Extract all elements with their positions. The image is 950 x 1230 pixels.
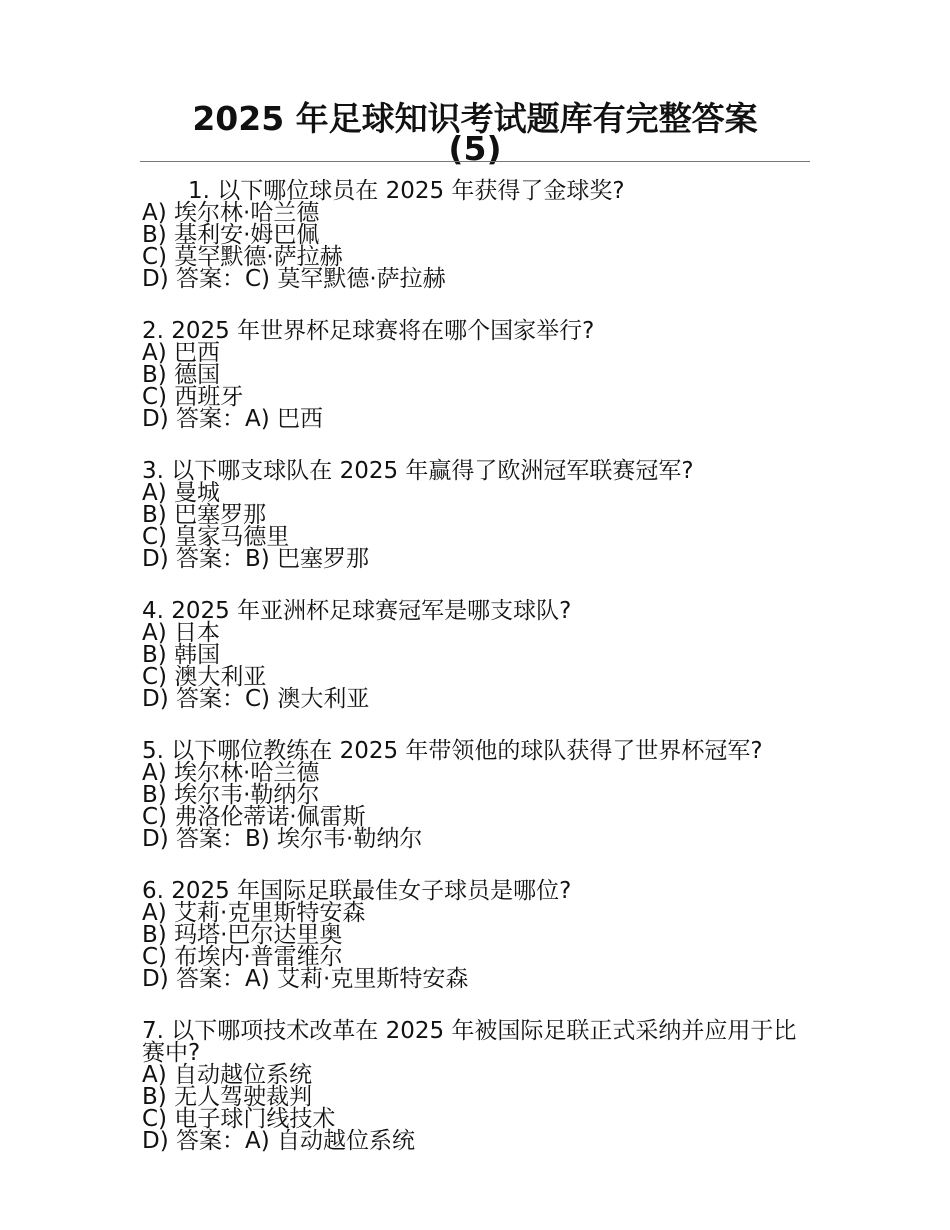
question-4 xyxy=(142,600,812,710)
question-1 xyxy=(142,180,812,290)
option-b: B) 基利安·姆巴佩 xyxy=(142,222,320,248)
option-c: C) 皇家马德里 xyxy=(142,524,290,550)
question-stem: 5. 以下哪位教练在 2025 年带领他的球队获得了世界杯冠军? xyxy=(142,738,763,764)
answer-line: D) 答案：A) 巴西 xyxy=(142,406,324,432)
option-c: C) 西班牙 xyxy=(142,384,244,410)
answer-line: D) 答案：B) 埃尔韦·勒纳尔 xyxy=(142,826,423,852)
question-3 xyxy=(142,460,812,570)
option-b: B) 韩国 xyxy=(142,642,221,668)
question-stem: 4. 2025 年亚洲杯足球赛冠军是哪支球队? xyxy=(142,598,572,624)
option-c: C) 弗洛伦蒂诺·佩雷斯 xyxy=(142,804,366,830)
option-a: A) 埃尔林·哈兰德 xyxy=(142,200,320,226)
answer-line: D) 答案：A) 艾莉·克里斯特安森 xyxy=(142,966,469,992)
question-2 xyxy=(142,320,812,430)
option-c: C) 电子球门线技术 xyxy=(142,1106,336,1132)
option-c: C) 布埃内·普雷维尔 xyxy=(142,944,343,970)
question-stem: 6. 2025 年国际足联最佳女子球员是哪位? xyxy=(142,878,572,904)
option-a: A) 艾莉·克里斯特安森 xyxy=(142,900,366,926)
option-a: A) 埃尔林·哈兰德 xyxy=(142,760,320,786)
option-c: C) 莫罕默德·萨拉赫 xyxy=(142,244,343,270)
document-title xyxy=(140,99,810,168)
option-a: A) 曼城 xyxy=(142,480,221,506)
question-stem: 2. 2025 年世界杯足球赛将在哪个国家举行? xyxy=(142,318,595,344)
question-list xyxy=(142,180,812,1182)
option-b: B) 无人驾驶裁判 xyxy=(142,1084,313,1110)
option-c: C) 澳大利亚 xyxy=(142,664,267,690)
answer-line: D) 答案：A) 自动越位系统 xyxy=(142,1128,416,1154)
option-a: A) 日本 xyxy=(142,620,221,646)
title-line-1: 2025 年足球知识考试题库有完整答案 xyxy=(192,99,758,138)
question-stem: 1. 以下哪位球员在 2025 年获得了金球奖? xyxy=(188,178,625,204)
answer-line: D) 答案：C) 莫罕默德·萨拉赫 xyxy=(142,266,446,292)
question-5 xyxy=(142,740,812,850)
title-line-2: (5) xyxy=(448,129,502,168)
question-7 xyxy=(142,1020,812,1152)
option-b: B) 巴塞罗那 xyxy=(142,502,267,528)
question-6 xyxy=(142,880,812,990)
question-stem: 3. 以下哪支球队在 2025 年赢得了欧洲冠军联赛冠军? xyxy=(142,458,694,484)
option-b: B) 玛塔·巴尔达里奥 xyxy=(142,922,343,948)
question-stem: 7. 以下哪项技术改革在 2025 年被国际足联正式采纳并应用于比赛中? xyxy=(142,1018,797,1066)
option-b: B) 埃尔韦·勒纳尔 xyxy=(142,782,320,808)
option-a: A) 巴西 xyxy=(142,340,221,366)
option-a: A) 自动越位系统 xyxy=(142,1062,313,1088)
option-b: B) 德国 xyxy=(142,362,221,388)
title-divider xyxy=(140,161,810,162)
answer-line: D) 答案：B) 巴塞罗那 xyxy=(142,546,370,572)
answer-line: D) 答案：C) 澳大利亚 xyxy=(142,686,370,712)
